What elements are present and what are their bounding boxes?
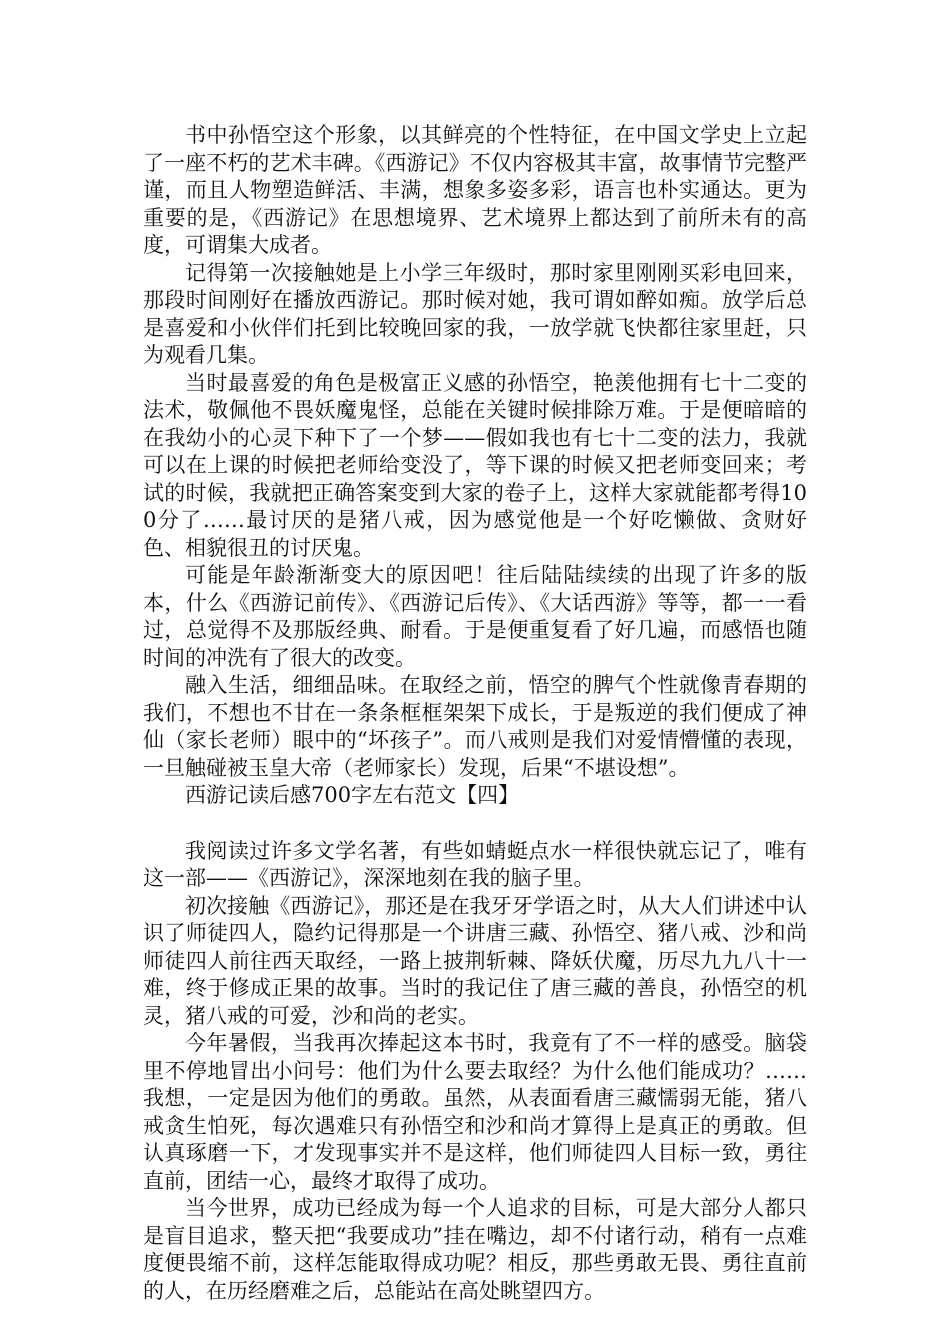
paragraph: 记得第一次接触她是上小学三年级时，那时家里刚刚买彩电回来，那段时间刚好在播放西游记。那时候对她，我可谓如醉如痴。放学后总是喜爱和小伙伴们托到比较晚回家的我，一放学就飞快都往家里赶，只为观看几集。	[143, 260, 807, 367]
paragraph: 可能是年龄渐渐变大的原因吧！往后陆陆续续的出现了许多的版本，什么《西游记前传》、《西游记后传》、《大话西游》等等，都一一看过，总觉得不及那版经典、耐看。于是便重复看了好几遍，而感悟也随时间的冲洗有了很大的改变。	[143, 563, 807, 670]
paragraph: 融入生活，细细品味。在取经之前，悟空的脾气个性就像青春期的我们，不想也不甘在一条条框框架架下成长，于是叛逆的我们便成了神仙（家长老师）眼中的“坏孩子”。而八戒则是我们对爱情懵懂的表现，一旦触碰被玉皇大帝（老师家长）发现，后果“不堪设想”。	[143, 673, 807, 780]
section-heading: 西游记读后感700字左右范文【四】	[185, 783, 520, 807]
paragraph: 今年暑假，当我再次捧起这本书时，我竟有了不一样的感受。脑袋里不停地冒出小问号：他们为什么要去取经？为什么他们能成功？……我想，一定是因为他们的勇敢。虽然，从表面看唐三藏懦弱无能，猪八戒贪生怕死，每次遇难只有孙悟空和沙和尚才算得上是真正的勇敢。但认真琢磨一下，才发现事实并不是这样，他们师徒四人目标一致，勇往直前，团结一心，最终才取得了成功。	[143, 1031, 807, 1193]
paragraph: 当今世界，成功已经成为每一个人追求的目标，可是大部分人都只是盲目追求，整天把“我要成功”挂在嘴边，却不付诸行动，稍有一点难度便畏缩不前，这样怎能取得成功呢？相反，那些勇敢无畏、勇往直前的人，在历经磨难之后，总能站在高处眺望四方。	[143, 1196, 807, 1303]
paragraph: 当时最喜爱的角色是极富正义感的孙悟空，艳羡他拥有七十二变的法术，敬佩他不畏妖魔鬼怪，总能在关键时候排除万难。于是便暗暗的在我幼小的心灵下种下了一个梦——假如我也有七十二变的法力，我就可以在上课的时候把老师给变没了，等下课的时候又把老师变回来；考试的时候，我就把正确答案变到大家的卷子上，这样大家就能都考得100分了……最讨厌的是猪八戒，因为感觉他是一个好吃懒做、贪财好色、相貌很丑的讨厌鬼。	[143, 370, 807, 560]
paragraph: 书中孙悟空这个形象，以其鲜亮的个性特征，在中国文学史上立起了一座不朽的艺术丰碑。《西游记》不仅内容极其丰富，故事情节完整严谨，而且人物塑造鲜活、丰满，想象多姿多彩，语言也朴实通达。更为重要的是，《西游记》在思想境界、艺术境界上都达到了前所未有的高度，可谓集大成者。	[143, 123, 807, 257]
paragraph: 我阅读过许多文学名著，有些如蜻蜓点水一样很快就忘记了，唯有这一部——《西游记》，深深地刻在我的脑子里。	[143, 838, 807, 890]
paragraph: 初次接触《西游记》，那还是在我牙牙学语之时，从大人们讲述中认识了师徒四人，隐约记得那是一个讲唐三藏、孙悟空、猪八戒、沙和尚师徒四人前往西天取经，一路上披荆斩棘、降妖伏魔，历尽九九八十一难，终于修成正果的故事。当时的我记住了唐三藏的善良，孙悟空的机灵，猪八戒的可爱，沙和尚的老实。	[143, 893, 807, 1028]
document-body	[143, 122, 807, 1305]
